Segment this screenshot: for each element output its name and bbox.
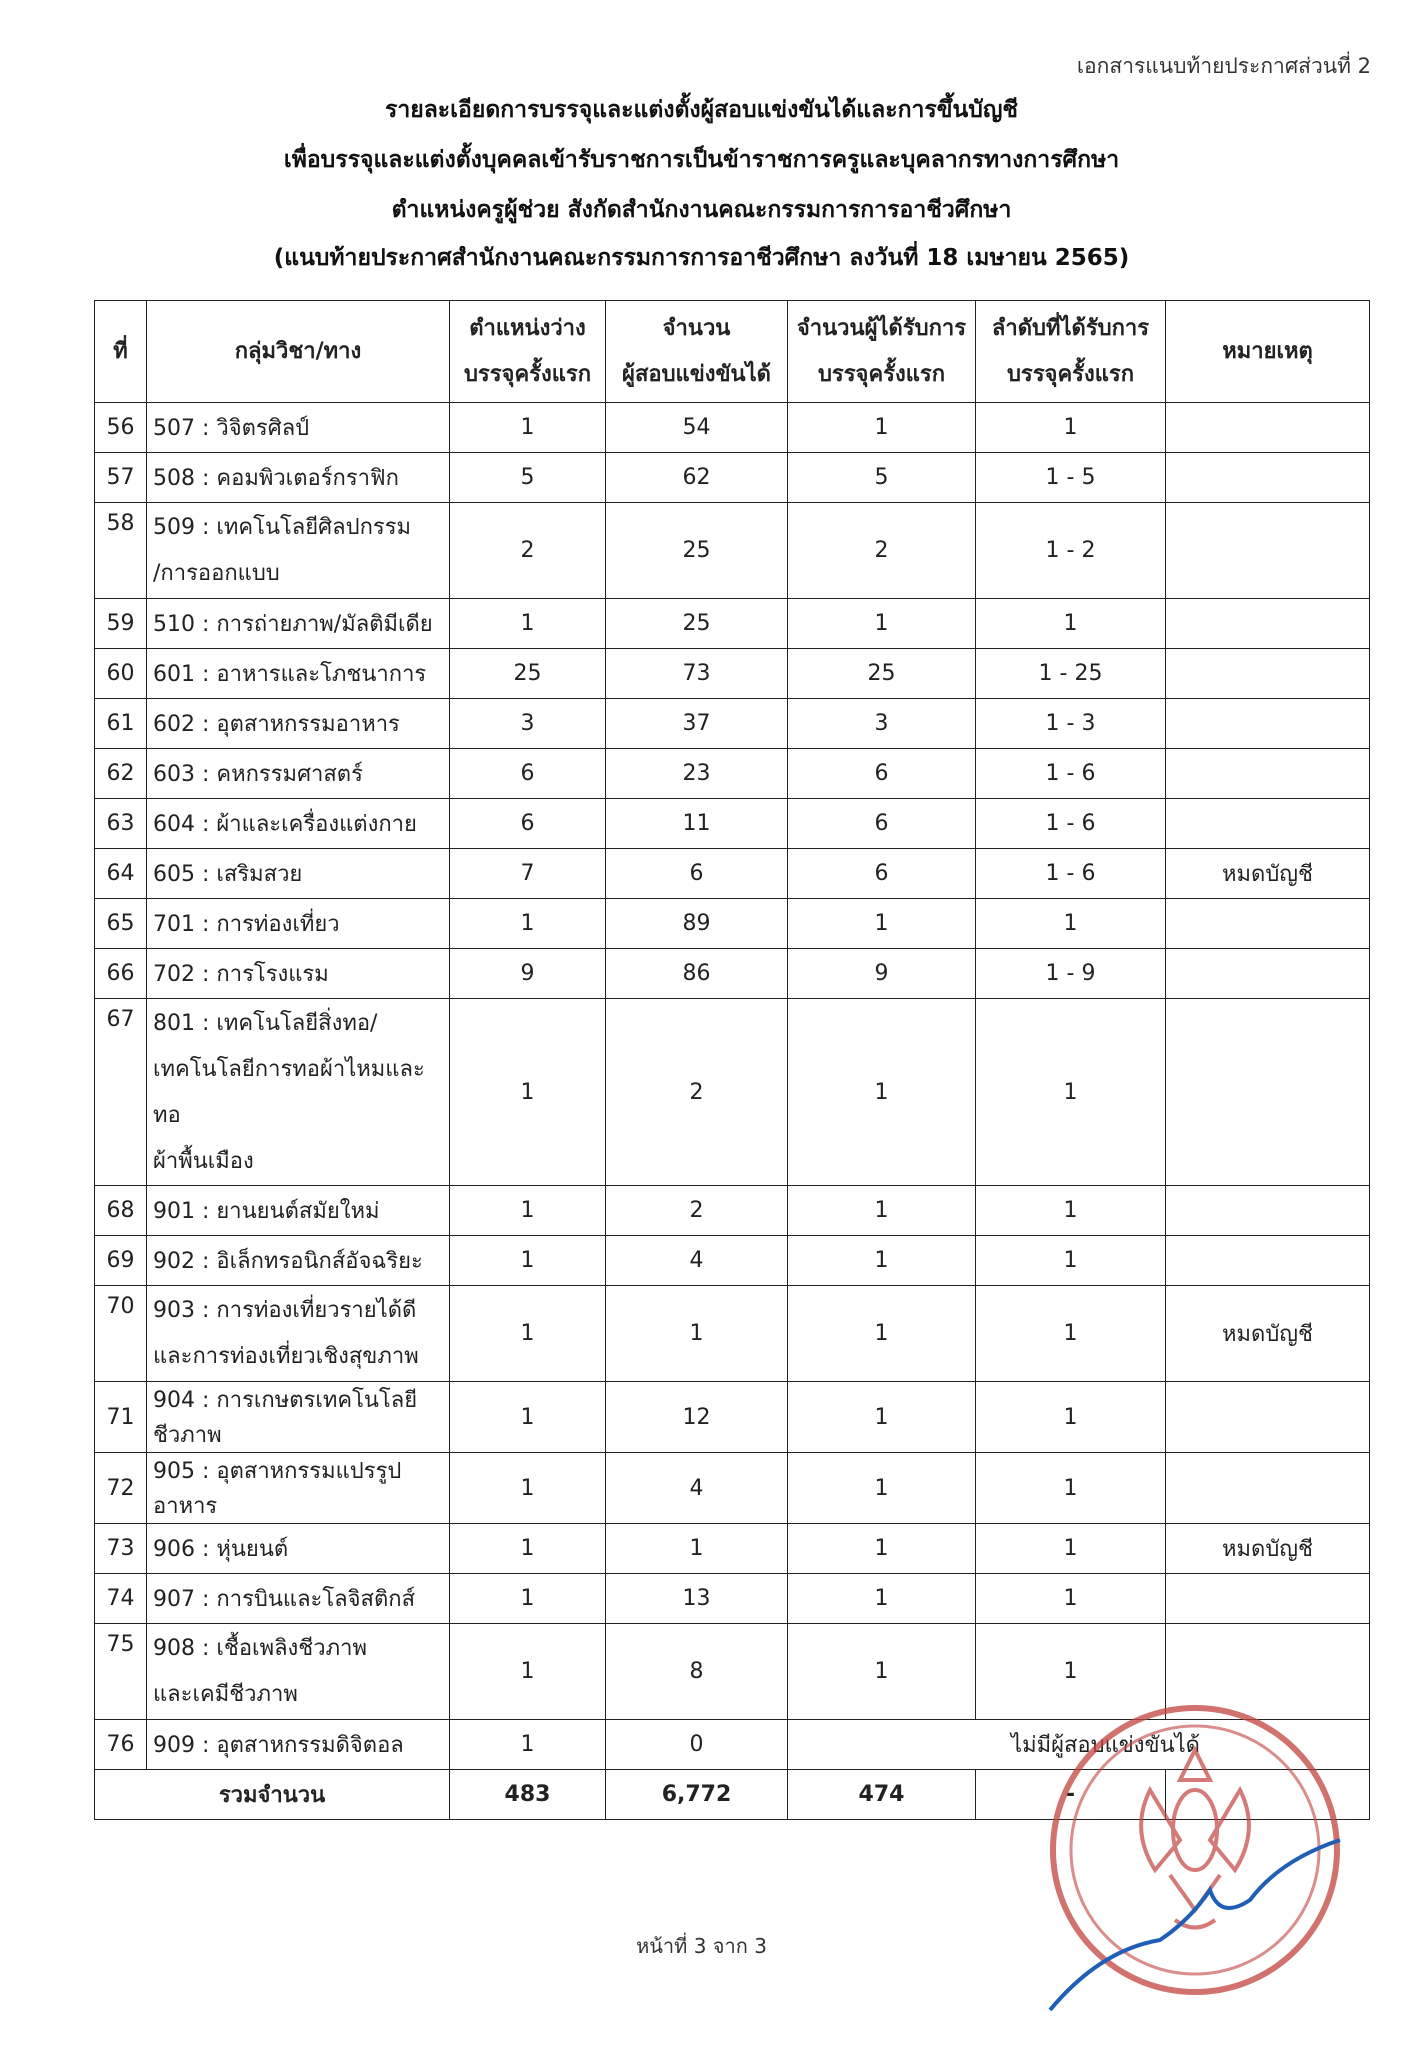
row-vacant: 25 — [450, 649, 606, 699]
appointment-table — [94, 300, 1370, 1820]
row-subject — [147, 699, 450, 749]
row-subject — [147, 749, 450, 799]
row-subject — [147, 649, 450, 699]
row-remark: หมดบัญชี — [1166, 1524, 1370, 1574]
row-passed: 11 — [606, 799, 788, 849]
row-passed: 13 — [606, 1574, 788, 1624]
row-no: 72 — [95, 1453, 147, 1524]
row-rank: 1 — [976, 1574, 1166, 1624]
row-subject — [147, 849, 450, 899]
row-subject-line: และการท่องเที่ยวเชิงสุขภาพ — [153, 1344, 419, 1369]
header-passed: จำนวน ผู้สอบแข่งขันได้ — [606, 301, 788, 403]
row-subject-line: ผ้าพื้นเมือง — [153, 1149, 254, 1174]
row-subject-line: 601 : อาหารและโภชนาการ — [153, 662, 427, 687]
row-subject — [147, 799, 450, 849]
row-subject-line: 907 : การบินและโลจิสติกส์ — [153, 1587, 416, 1612]
row-no: 56 — [95, 403, 147, 453]
row-remark — [1166, 999, 1370, 1186]
row-no: 68 — [95, 1186, 147, 1236]
row-subject-line: 510 : การถ่ายภาพ/มัลติมีเดีย — [153, 612, 433, 637]
row-subject: 909 : อุตสาหกรรมดิจิตอล — [147, 1720, 450, 1770]
row-subject — [147, 999, 450, 1186]
header-rank: ลำดับที่ได้รับการ บรรจุครั้งแรก — [976, 301, 1166, 403]
table-row — [95, 1524, 1370, 1574]
table-row — [95, 1574, 1370, 1624]
row-no: 74 — [95, 1574, 147, 1624]
row-rank: 1 - 9 — [976, 949, 1166, 999]
row-appointed: 3 — [788, 699, 976, 749]
row-appointed: 25 — [788, 649, 976, 699]
table-row — [95, 1382, 1370, 1453]
row-vacant: 1 — [450, 1286, 606, 1382]
row-passed: 54 — [606, 403, 788, 453]
row-rank: 1 - 3 — [976, 699, 1166, 749]
table-row — [95, 1720, 1370, 1770]
table-row — [95, 899, 1370, 949]
row-remark — [1166, 949, 1370, 999]
row-passed: 4 — [606, 1236, 788, 1286]
table-row — [95, 1624, 1370, 1720]
total-label: รวมจำนวน — [95, 1770, 450, 1820]
row-subject-line: 507 : วิจิตรศิลป์ — [153, 416, 310, 441]
row-remark: หมดบัญชี — [1166, 849, 1370, 899]
row-rank: 1 — [976, 1382, 1166, 1453]
table-row — [95, 949, 1370, 999]
row-no: 73 — [95, 1524, 147, 1574]
row-rank: 1 — [976, 1624, 1166, 1720]
row-vacant: 1 — [450, 1720, 606, 1770]
row-no: 69 — [95, 1236, 147, 1286]
row-vacant: 2 — [450, 503, 606, 599]
row-no: 57 — [95, 453, 147, 503]
row-appointed: 1 — [788, 1286, 976, 1382]
row-passed: 25 — [606, 599, 788, 649]
row-vacant: 9 — [450, 949, 606, 999]
row-vacant: 6 — [450, 749, 606, 799]
row-subject-line: 906 : หุ่นยนต์ — [153, 1537, 289, 1562]
row-appointed: 6 — [788, 849, 976, 899]
row-passed: 89 — [606, 899, 788, 949]
row-remark — [1166, 899, 1370, 949]
row-passed: 0 — [606, 1720, 788, 1770]
row-no: 67 — [95, 999, 147, 1186]
row-appointed: 5 — [788, 453, 976, 503]
table-row — [95, 1286, 1370, 1382]
row-no: 76 — [95, 1720, 147, 1770]
row-subject-line: 801 : เทคโนโลยีสิ่งทอ/ — [153, 1011, 378, 1036]
page-number: หน้าที่ 3 จาก 3 — [636, 1934, 767, 1958]
row-appointed: 6 — [788, 799, 976, 849]
row-subject-line: 604 : ผ้าและเครื่องแต่งกาย — [153, 812, 417, 837]
row-appointed: 1 — [788, 1624, 976, 1720]
row-subject-line: 905 : อุตสาหกรรมแปรรูปอาหาร — [153, 1459, 402, 1519]
row-passed: 8 — [606, 1624, 788, 1720]
row-subject — [147, 1453, 450, 1524]
table-row — [95, 1186, 1370, 1236]
table-row — [95, 699, 1370, 749]
row-passed: 1 — [606, 1524, 788, 1574]
table-row — [95, 799, 1370, 849]
row-passed: 1 — [606, 1286, 788, 1382]
row-vacant: 1 — [450, 1524, 606, 1574]
row-subject-line: 903 : การท่องเที่ยวรายได้ดี — [153, 1298, 417, 1323]
row-remark: หมดบัญชี — [1166, 1286, 1370, 1382]
row-passed: 2 — [606, 1186, 788, 1236]
row-passed: 73 — [606, 649, 788, 699]
heading-line-4: (แนบท้ายประกาศสำนักงานคณะกรรมการการอาชีวศึกษา ลงวันที่ 18 เมษายน 2565) — [273, 245, 1130, 271]
header-vacant: ตำแหน่งว่าง บรรจุครั้งแรก — [450, 301, 606, 403]
row-appointed: 1 — [788, 1186, 976, 1236]
row-subject-line: 902 : อิเล็กทรอนิกส์อัจฉริยะ — [153, 1249, 423, 1274]
row-remark — [1166, 1382, 1370, 1453]
row-passed: 62 — [606, 453, 788, 503]
row-vacant: 1 — [450, 599, 606, 649]
row-remark — [1166, 749, 1370, 799]
row-rank: 1 - 5 — [976, 453, 1166, 503]
row-appointed: 1 — [788, 1574, 976, 1624]
row-remark — [1166, 1186, 1370, 1236]
table-row — [95, 649, 1370, 699]
row-subject — [147, 949, 450, 999]
row-subject-line: 901 : ยานยนต์สมัยใหม่ — [153, 1199, 380, 1224]
row-vacant: 5 — [450, 453, 606, 503]
row-vacant: 1 — [450, 1574, 606, 1624]
row-remark — [1166, 599, 1370, 649]
table-row — [95, 503, 1370, 599]
row-remark — [1166, 1624, 1370, 1720]
row-vacant: 1 — [450, 1382, 606, 1453]
row-appointed: 1 — [788, 899, 976, 949]
row-remark — [1166, 453, 1370, 503]
row-rank: 1 — [976, 1453, 1166, 1524]
table-row — [95, 999, 1370, 1186]
row-vacant: 1 — [450, 1453, 606, 1524]
row-rank: 1 — [976, 1236, 1166, 1286]
row-remark — [1166, 1453, 1370, 1524]
header-subject: กลุ่มวิชา/ทาง — [147, 301, 450, 403]
row-remark — [1166, 799, 1370, 849]
row-passed: 6 — [606, 849, 788, 899]
row-no: 60 — [95, 649, 147, 699]
total-appointed: 474 — [788, 1770, 976, 1820]
row-appointed: 1 — [788, 1524, 976, 1574]
row-no: 64 — [95, 849, 147, 899]
row-appointed: 2 — [788, 503, 976, 599]
table-body — [95, 403, 1370, 1820]
row-passed: 12 — [606, 1382, 788, 1453]
row-vacant: 1 — [450, 403, 606, 453]
row-no: 61 — [95, 699, 147, 749]
row-vacant: 1 — [450, 1624, 606, 1720]
row-subject-line: 509 : เทคโนโลยีศิลปกรรม — [153, 515, 412, 540]
row-subject-line: 904 : การเกษตรเทคโนโลยีชีวภาพ — [153, 1388, 418, 1448]
row-subject-line: และเคมีชีวภาพ — [153, 1682, 298, 1707]
total-vacant: 483 — [450, 1770, 606, 1820]
row-rank: 1 — [976, 999, 1166, 1186]
row-passed: 23 — [606, 749, 788, 799]
attachment-note: เอกสารแนบท้ายประกาศส่วนที่ 2 — [1076, 54, 1371, 78]
row-no: 62 — [95, 749, 147, 799]
row-subject — [147, 1236, 450, 1286]
row-rank: 1 — [976, 1286, 1166, 1382]
table-row — [95, 453, 1370, 503]
row-rank: 1 — [976, 403, 1166, 453]
row-remark — [1166, 1574, 1370, 1624]
total-rank: - — [976, 1770, 1166, 1820]
row-passed: 25 — [606, 503, 788, 599]
row-remark — [1166, 403, 1370, 453]
row-vacant: 1 — [450, 899, 606, 949]
row-vacant: 6 — [450, 799, 606, 849]
row-no: 71 — [95, 1382, 147, 1453]
row-subject — [147, 1382, 450, 1453]
row-rank: 1 - 6 — [976, 849, 1166, 899]
heading-line-2: เพื่อบรรจุและแต่งตั้งบุคคลเข้ารับราชการเป็นข้าราชการครูและบุคลากรทางการศึกษา — [283, 147, 1120, 173]
row-no: 65 — [95, 899, 147, 949]
row-rank: 1 - 2 — [976, 503, 1166, 599]
row-subject — [147, 453, 450, 503]
row-appointed: 6 — [788, 749, 976, 799]
row-appointed: 1 — [788, 1236, 976, 1286]
row-passed: 37 — [606, 699, 788, 749]
row-subject — [147, 899, 450, 949]
row-appointed: 1 — [788, 1382, 976, 1453]
header-no: ที่ — [95, 301, 147, 403]
row-appointed: 1 — [788, 1453, 976, 1524]
row-appointed: 9 — [788, 949, 976, 999]
table-row — [95, 849, 1370, 899]
table-header-row — [95, 301, 1370, 403]
row-no: 63 — [95, 799, 147, 849]
table-row — [95, 1236, 1370, 1286]
row-appointed: 1 — [788, 403, 976, 453]
row-remark — [1166, 699, 1370, 749]
row-no-passed-note: ไม่มีผู้สอบแข่งขันได้ — [788, 1720, 1370, 1770]
row-subject — [147, 1524, 450, 1574]
row-subject — [147, 1286, 450, 1382]
row-subject-line: 701 : การท่องเที่ยว — [153, 912, 340, 937]
table-row — [95, 403, 1370, 453]
row-vacant: 3 — [450, 699, 606, 749]
total-passed: 6,772 — [606, 1770, 788, 1820]
row-subject — [147, 1574, 450, 1624]
row-subject-line: 602 : อุตสาหกรรมอาหาร — [153, 712, 400, 737]
row-subject — [147, 1186, 450, 1236]
row-passed: 86 — [606, 949, 788, 999]
row-vacant: 1 — [450, 1236, 606, 1286]
signature-stroke — [1050, 1840, 1340, 2010]
heading-line-1: รายละเอียดการบรรจุและแต่งตั้งผู้สอบแข่งขันได้และการขึ้นบัญชี — [384, 97, 1019, 123]
row-rank: 1 - 6 — [976, 799, 1166, 849]
row-subject — [147, 599, 450, 649]
row-subject-line: /การออกแบบ — [153, 561, 280, 586]
heading-line-3: ตำแหน่งครูผู้ช่วย สังกัดสำนักงานคณะกรรมการการอาชีวศึกษา — [391, 197, 1012, 223]
row-vacant: 7 — [450, 849, 606, 899]
row-subject-line: 605 : เสริมสวย — [153, 862, 303, 887]
row-rank: 1 — [976, 1186, 1166, 1236]
row-subject — [147, 503, 450, 599]
row-subject-line: 603 : คหกรรมศาสตร์ — [153, 762, 363, 787]
table-row — [95, 749, 1370, 799]
table-row — [95, 599, 1370, 649]
row-subject — [147, 403, 450, 453]
row-rank: 1 - 6 — [976, 749, 1166, 799]
row-rank: 1 - 25 — [976, 649, 1166, 699]
row-rank: 1 — [976, 599, 1166, 649]
row-remark — [1166, 649, 1370, 699]
header-remark: หมายเหตุ — [1166, 301, 1370, 403]
row-subject-line: 908 : เชื้อเพลิงชีวภาพ — [153, 1636, 367, 1661]
table-total-row — [95, 1770, 1370, 1820]
row-no: 59 — [95, 599, 147, 649]
row-no: 70 — [95, 1286, 147, 1382]
row-appointed: 1 — [788, 999, 976, 1186]
row-no: 66 — [95, 949, 147, 999]
row-subject-line: 702 : การโรงแรม — [153, 962, 329, 987]
row-passed: 2 — [606, 999, 788, 1186]
total-remark — [1166, 1770, 1370, 1820]
row-subject-line: เทคโนโลยีการทอผ้าไหมและทอ — [153, 1057, 425, 1128]
row-rank: 1 — [976, 899, 1166, 949]
row-vacant: 1 — [450, 999, 606, 1186]
row-remark — [1166, 503, 1370, 599]
row-appointed: 1 — [788, 599, 976, 649]
row-no: 58 — [95, 503, 147, 599]
row-passed: 4 — [606, 1453, 788, 1524]
row-no: 75 — [95, 1624, 147, 1720]
row-subject-line: 508 : คอมพิวเตอร์กราฟิก — [153, 466, 399, 491]
row-rank: 1 — [976, 1524, 1166, 1574]
row-subject — [147, 1624, 450, 1720]
header-appointed: จำนวนผู้ได้รับการ บรรจุครั้งแรก — [788, 301, 976, 403]
row-vacant: 1 — [450, 1186, 606, 1236]
row-remark — [1166, 1236, 1370, 1286]
table-row — [95, 1453, 1370, 1524]
